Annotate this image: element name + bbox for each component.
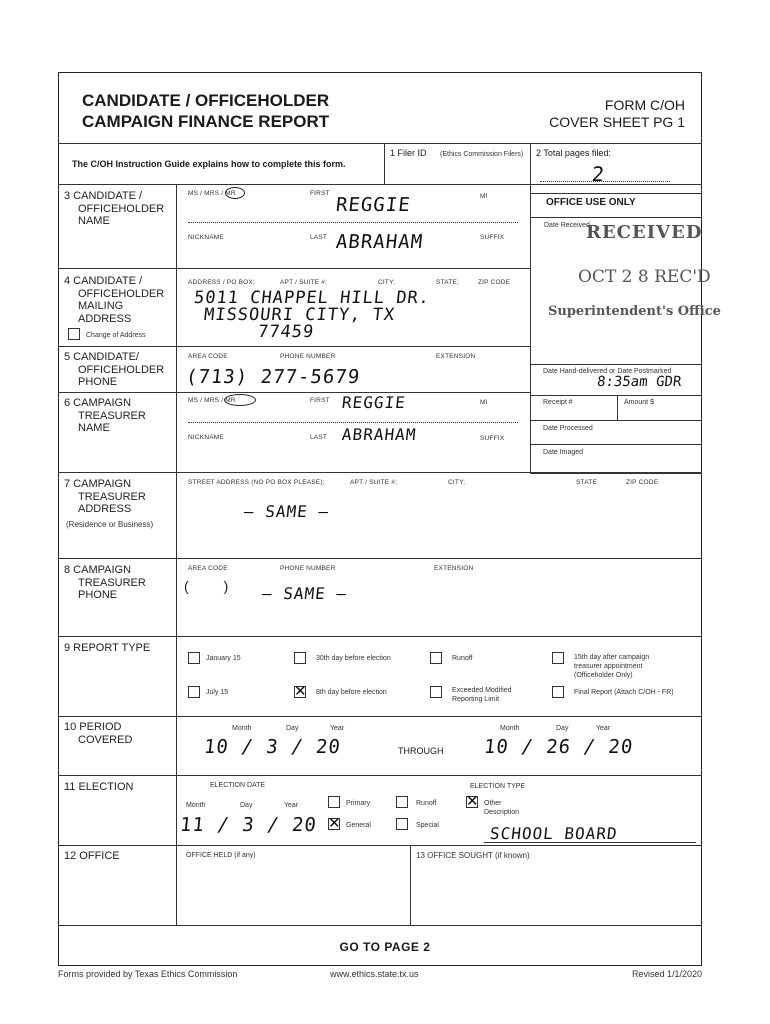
s7-city-label: CITY;: [448, 479, 466, 486]
s3-mr-circle: [225, 187, 245, 199]
s10-from-day-label: Day: [286, 725, 299, 732]
s8-area-code-label: AREA CODE: [188, 565, 228, 572]
candidate-phone-value: (713) 277-5679: [184, 366, 362, 388]
total-pages-label: 2 Total pages filed:: [536, 148, 611, 158]
period-to-value: 10 / 26 / 20: [482, 736, 635, 758]
s3-suffix-label: SUFFIX: [480, 234, 505, 241]
instruction-text: The C/OH Instruction Guide explains how to complete this form.: [72, 159, 346, 169]
date-processed-label: Date Processed: [543, 425, 593, 432]
report-runoff-checkbox[interactable]: [430, 652, 442, 664]
s6-mi-label: MI: [480, 399, 488, 406]
cover-sheet-label: COVER SHEET PG 1: [549, 114, 685, 130]
receipt-label: Receipt #: [543, 399, 573, 406]
date-stamp: OCT 2 8 REC'D: [578, 267, 711, 287]
candidate-last-name: ABRAHAM: [334, 231, 425, 253]
go-to-page-2: GO TO PAGE 2: [339, 940, 431, 954]
s11-month-label: Month: [186, 802, 206, 809]
report-8th-label: 8th day before election: [316, 689, 387, 696]
report-jul15-label: July 15: [206, 689, 229, 696]
s4-zip-label: ZIP CODE: [478, 279, 511, 286]
section-11-label: 11 ELECTION: [64, 781, 134, 793]
s5-extension-label: EXTENSION: [436, 353, 476, 360]
received-stamp: RECEIVED: [586, 222, 703, 243]
report-jan15-label: January 15: [206, 655, 241, 662]
through-label: THROUGH: [398, 746, 444, 756]
section-4-label: 4 CANDIDATE / OFFICEHOLDER MAILING ADDRESS: [64, 275, 165, 325]
office-stamp: Superintendent's Office: [548, 304, 721, 319]
section-10-label: 10 PERIOD COVERED: [64, 721, 133, 746]
report-30th-checkbox[interactable]: [294, 652, 306, 664]
report-runoff-label: Runoff: [452, 655, 473, 662]
s7-apt-label: APT / SUITE #;: [350, 479, 398, 486]
election-other-label: Other Description: [484, 800, 520, 816]
report-final-label: Final Report (Attach C/OH - FR): [574, 689, 674, 696]
election-date-label: ELECTION DATE: [210, 782, 266, 789]
s8-phone-label: PHONE NUMBER: [280, 565, 336, 572]
date-received-label: Date Received: [544, 222, 590, 229]
report-jan15-checkbox[interactable]: [188, 652, 200, 664]
hand-delivered-value: 8:35am GDR: [596, 374, 683, 390]
s10-to-day-label: Day: [556, 725, 569, 732]
s4-state-label: STATE;: [436, 279, 459, 286]
s10-from-year-label: Year: [330, 725, 345, 732]
report-30th-label: 30th day before election: [316, 655, 391, 662]
hand-delivered-label: Date Hand-delivered or Date Postmarked: [543, 368, 672, 375]
s10-to-month-label: Month: [500, 725, 520, 732]
s5-phone-label: PHONE NUMBER: [280, 353, 336, 360]
s6-last-label: LAST: [310, 434, 328, 441]
s11-day-label: Day: [240, 802, 253, 809]
election-general-checkbox[interactable]: [328, 818, 340, 830]
election-general-label: General: [346, 822, 371, 829]
s6-suffix-label: SUFFIX: [480, 435, 505, 442]
election-special-checkbox[interactable]: [396, 818, 408, 830]
office-use-title: OFFICE USE ONLY: [546, 197, 636, 208]
s5-area-code-label: AREA CODE: [188, 353, 228, 360]
mailing-address-line2: MISSOURI CITY, TX: [202, 305, 397, 325]
s4-city-label: CITY;: [378, 279, 396, 286]
s3-ms-mrs-label: MS / MRS / MR: [188, 190, 236, 197]
s10-to-year-label: Year: [596, 725, 611, 732]
total-pages-value: 2: [590, 162, 607, 186]
section-6-label: 6 CAMPAIGN TREASURER NAME: [64, 397, 146, 434]
s7-state-label: STATE: [576, 479, 597, 486]
mailing-address-line1: 5011 CHAPPEL HILL DR.: [192, 288, 431, 308]
election-primary-label: Primary: [346, 800, 371, 807]
filer-id-label: 1 Filer ID: [390, 148, 427, 158]
election-runoff-label: Runoff: [416, 800, 437, 807]
s8-extension-label: EXTENSION: [434, 565, 474, 572]
form-title-line1: CANDIDATE / OFFICEHOLDER: [82, 91, 330, 110]
s8-area-code-paren: ( ): [184, 578, 229, 594]
s4-apt-label: APT / SUITE #;: [280, 279, 328, 286]
election-runoff-checkbox[interactable]: [396, 796, 408, 808]
s4-address-label: ADDRESS / PO BOX;: [188, 279, 255, 286]
footer-website: www.ethics.state.tx.us: [330, 969, 419, 979]
s3-first-label: FIRST: [310, 190, 330, 197]
s3-last-label: LAST: [310, 234, 328, 241]
form-title-line2: CAMPAIGN FINANCE REPORT: [82, 112, 330, 131]
footer-revised: Revised 1/1/2020: [631, 969, 702, 979]
amount-label: Amount $: [624, 399, 654, 406]
filer-id-note: (Ethics Commission Filers): [440, 151, 524, 158]
report-exceeded-checkbox[interactable]: [430, 686, 442, 698]
s10-from-month-label: Month: [232, 725, 252, 732]
s6-first-label: FIRST: [310, 397, 330, 404]
section-12-label: 12 OFFICE: [64, 850, 120, 862]
treasurer-first-name: REGGIE: [341, 393, 407, 412]
candidate-first-name: REGGIE: [334, 194, 412, 216]
date-imaged-label: Date Imaged: [543, 449, 584, 456]
election-primary-checkbox[interactable]: [328, 796, 340, 808]
mailing-address-line3: 77459: [256, 322, 316, 342]
election-description-value: SCHOOL BOARD: [489, 824, 619, 843]
section-5-label: 5 CANDIDATE/ OFFICEHOLDER PHONE: [64, 351, 165, 388]
section-7-label: 7 CAMPAIGN TREASURER ADDRESS: [64, 478, 146, 515]
report-15th-checkbox[interactable]: [552, 652, 564, 664]
office-held-label: OFFICE HELD (if any): [186, 852, 256, 859]
s7-street-label: STREET ADDRESS (NO PO BOX PLEASE);: [188, 479, 325, 486]
s3-nickname-label: NICKNAME: [188, 234, 224, 241]
section-9-label: 9 REPORT TYPE: [64, 642, 151, 654]
treasurer-phone-value: — SAME —: [261, 584, 349, 603]
s3-mi-label: MI: [480, 193, 488, 200]
treasurer-last-name: ABRAHAM: [341, 425, 418, 444]
s6-ms-mrs-label: MS / MRS / MR: [188, 397, 236, 404]
report-exceeded-label: Exceeded Modified Reporting Limit: [452, 687, 512, 703]
s11-year-label: Year: [284, 802, 299, 809]
report-8th-checkbox[interactable]: [294, 686, 306, 698]
office-sought-label: 13 OFFICE SOUGHT (if known): [416, 851, 530, 860]
period-from-value: 10 / 3 / 20: [202, 736, 342, 758]
change-of-address-checkbox[interactable]: [68, 328, 80, 340]
s6-mr-circle: [224, 394, 256, 406]
report-jul15-checkbox[interactable]: [188, 686, 200, 698]
report-final-checkbox[interactable]: [552, 686, 564, 698]
s6-nickname-label: NICKNAME: [188, 434, 224, 441]
footer-provider: Forms provided by Texas Ethics Commission: [58, 969, 238, 979]
form-code: FORM C/OH: [604, 97, 685, 113]
treasurer-address-value: — SAME —: [243, 502, 331, 521]
election-other-checkbox[interactable]: [466, 796, 478, 808]
election-type-label: ELECTION TYPE: [470, 783, 526, 790]
section-8-label: 8 CAMPAIGN TREASURER PHONE: [64, 564, 146, 601]
election-special-label: Special: [416, 822, 439, 829]
election-date-value: 11 / 3 / 20: [178, 814, 318, 836]
section-3-label: 3 CANDIDATE / OFFICEHOLDER NAME: [64, 190, 165, 227]
change-of-address-label: Change of Address: [86, 332, 146, 339]
report-15th-label: 15th day after campaign treasurer appointment (Officeholder Only): [574, 654, 650, 679]
s7-residence-note: (Residence or Business): [66, 520, 154, 529]
s7-zip-label: ZIP CODE: [626, 479, 659, 486]
